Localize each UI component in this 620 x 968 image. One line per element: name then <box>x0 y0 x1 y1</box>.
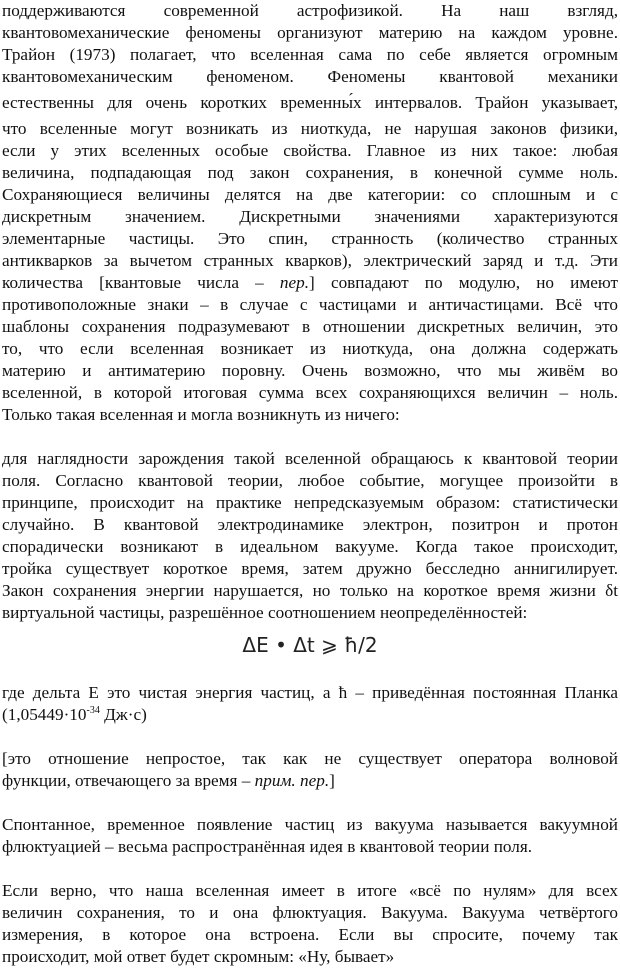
text-line: спорадически возникают в идеальном вакууме. Когда такое происходит, <box>2 537 618 556</box>
text-line: естественны для очень коротких временны́х интервалов. Трайон указывает, <box>2 93 618 112</box>
text-line: Только такая вселенная и могла возникнуть из ничего: <box>2 405 400 424</box>
text-line: [это отношение непростое, так как не существует оператора волновой <box>2 749 618 768</box>
text-line: материю и антиматерию поровну. Очень возможно, что мы живём во <box>2 361 618 380</box>
text-line: то, что если вселенная возникает из ниоткуда, она должна содержать <box>2 339 618 358</box>
text-line: где дельта E это чистая энергия частиц, а ħ – приведённая постоянная Планка <box>2 683 618 702</box>
text-line: квантовомеханические феномены организуют материю на каждом уровне. <box>2 23 618 42</box>
text-line: вселенной, в которой итоговая сумма всех сохраняющихся величин – ноль. <box>2 383 618 402</box>
text-line: поля. Согласно квантовой теории, любое событие, могущее произойти в <box>2 471 618 490</box>
text-line: Спонтанное, временное появление частиц из вакуума называется вакуумной <box>2 815 618 834</box>
text-line: принципе, происходит на практике непредсказуемым образом: статистически <box>2 493 618 512</box>
text-line: флюктуацией – весьма распространённая идея в квантовой теории поля. <box>2 837 533 856</box>
text-line: что вселенные могут возникать из ниоткуда, не нарушая законов физики, <box>2 119 618 138</box>
text-line: если у этих вселенных особые свойства. Главное из них такое: любая <box>2 141 618 160</box>
text-line: квантовомеханическим феноменом. Феномены квантовой механики <box>2 67 618 86</box>
text-line: измерения, в которое она встроена. Если вы спросите, почему так <box>2 925 618 944</box>
text-line: дискретным значением. Дискретными значениями характеризуются <box>2 207 618 226</box>
text-line: Если верно, что наша вселенная имеет в итоге «всё по нулям» для всех <box>2 881 618 900</box>
text-line: Трайон (1973) полагает, что вселенная сама по себе является огромным <box>2 45 618 64</box>
text-line: противоположные знаки – в случае с частицами и античастицами. Всё что <box>2 295 618 314</box>
text-line <box>2 704 618 726</box>
text-line: виртуальной частицы, разрешённое соотношением неопределённостей: <box>2 603 528 622</box>
text-line: случайно. В квантовой электродинамике электрон, позитрон и протон <box>2 515 618 534</box>
text-line: величин сохранения, то и она флюктуация. Вакуума. Вакуума четвёртого <box>2 903 618 922</box>
italic-note: пер. <box>279 273 310 292</box>
text-line <box>2 272 618 294</box>
text-segment: (1,05449·10 <box>2 705 87 724</box>
text-segment: Дж·с) <box>99 705 147 724</box>
text-segment: функции, отвечающего за время – <box>2 771 255 790</box>
text-line: величина, подпадающая под закон сохранения, в конечной сумме ноль. <box>2 163 618 182</box>
italic-note: прим. пер. <box>254 771 330 790</box>
text-line: элементарные частицы. Это спин, странность (количество странных <box>2 229 618 248</box>
text-line <box>2 770 618 792</box>
text-segment: количества [квантовые числа – <box>2 273 280 292</box>
text-line: для наглядности зарождения такой вселенной обращаюсь к квантовой теории <box>2 449 618 468</box>
text-line: Сохраняющиеся величины делятся на две категории: со сплошным и с <box>2 185 618 204</box>
uncertainty-formula: ΔE • Δt ⩾ ħ/2 <box>242 633 378 657</box>
text-line: антикварков за вычетом странных кварков), электрический заряд и т.д. Эти <box>2 251 618 270</box>
text-line: поддерживаются современной астрофизикой. На наш взгляд, <box>2 1 618 20</box>
exponent: -34 <box>86 705 100 716</box>
text-line: тройка существует короткое время, затем дружно бесследно аннигилирует. <box>2 559 618 578</box>
text-segment: ] <box>329 771 335 790</box>
text-line: происходит, мой ответ будет скромным: «Ну, бывает» <box>2 947 395 966</box>
text-line: Закон сохранения энергии нарушается, но только на короткое время жизни δt <box>2 581 618 600</box>
text-segment: ] совпадают по модулю, но имеют <box>309 273 618 292</box>
text-line: шаблоны сохранения подразумевают в отношении дискретных величин, это <box>2 317 618 336</box>
